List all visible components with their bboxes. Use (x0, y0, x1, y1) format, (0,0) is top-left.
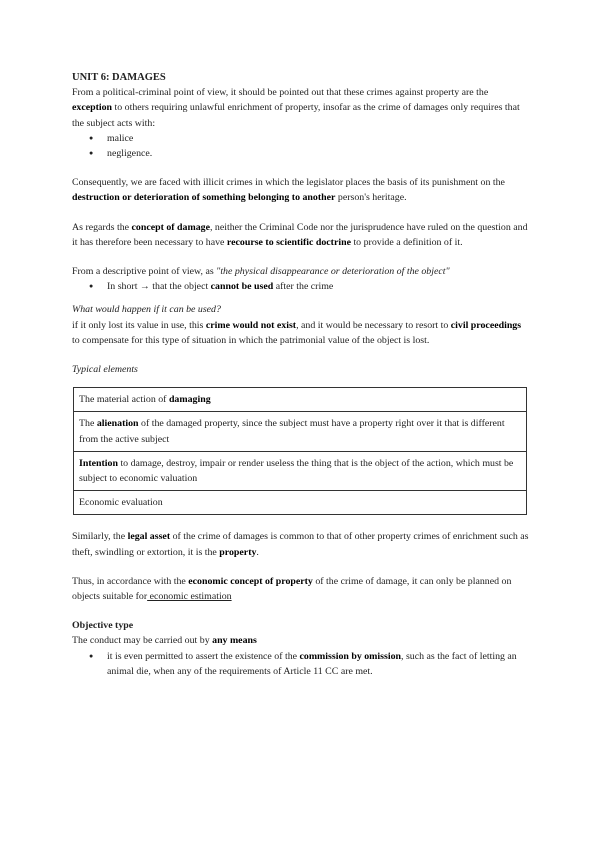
paragraph-value-in-use (72, 318, 530, 348)
table-cell (74, 451, 527, 490)
question-heading: What would happen if it can be used? (72, 304, 221, 316)
text: person's heritage. (335, 192, 407, 204)
bold-commission-by-omission: commission by omission (299, 650, 402, 662)
typical-elements-heading: Typical elements (72, 364, 138, 376)
table-row (74, 388, 527, 412)
text: it is even permitted to assert the existence of the (107, 650, 300, 662)
list-item-negligence: ● negligence. (72, 146, 530, 161)
text: The conduct may be carried out by (72, 635, 213, 647)
paragraph-descriptive (72, 264, 530, 279)
paragraph-economic-concept (72, 574, 530, 604)
table-row (74, 412, 527, 451)
bold-destruction: destruction or deterioration of something belonging to another (72, 192, 336, 204)
bold-crime-not-exist: crime would not exist (205, 319, 297, 331)
text: Thus, in accordance with the (72, 575, 189, 587)
paragraph-consequently (72, 175, 530, 205)
bold-concept: concept of damage (131, 221, 210, 233)
text: The (79, 418, 97, 430)
text: In short → that the object (107, 281, 211, 293)
paragraph-concept-of-damage (72, 220, 530, 250)
short-list (72, 279, 530, 294)
text: of the crime of damages is common to that of other property crimes of enrichment such as theft, swindling or extortion, it is the (72, 531, 529, 558)
document-page (72, 70, 530, 679)
paragraph-legal-asset (72, 529, 530, 559)
bold-alienation: alienation (96, 418, 139, 430)
text: Consequently, we are faced with illicit crimes in which the legislator places the basis of its punishment on the (72, 177, 505, 189)
unit-title: UNIT 6: DAMAGES (72, 72, 166, 83)
text: of the crime of damage, it can only be planned on objects suitable for (72, 575, 512, 603)
text: Similarly, the (72, 531, 128, 543)
italic-quote: "the physical disappearance or deterioration of the object" (216, 266, 450, 278)
bold-civil-proceedings: civil proceedings (450, 319, 522, 331)
bold-economic-concept: economic concept of property (188, 575, 313, 587)
table-row (74, 451, 527, 490)
text: , neither the Criminal Code nor the jurisprudence have ruled on the question and it has therefore been necessary to have (72, 221, 528, 248)
typical-elements-table (73, 387, 527, 515)
text: From a descriptive point of view, as (72, 266, 217, 278)
bold-any-means: any means (212, 635, 257, 647)
text: to others requiring unlawful enrichment of property, insofar as the crime of damages only requires that the subject acts with: (72, 102, 520, 129)
list-item-in-short (72, 279, 530, 294)
bold-legal-asset: legal asset (127, 531, 171, 543)
text: to provide a definition of it. (350, 236, 463, 248)
text: The material action of (79, 394, 169, 406)
objective-type-heading: Objective type (72, 620, 134, 632)
intent-list (72, 131, 530, 161)
text: to compensate for this type of situation in which the patrimonial value of the object is lost. (72, 334, 430, 346)
text: , and it would be necessary to resort to (296, 319, 451, 331)
text: As regards the (72, 221, 132, 233)
list-item-malice: ● malice (72, 131, 530, 146)
bold-recourse: recourse to scientific doctrine (226, 236, 351, 248)
bold-property: property (219, 546, 257, 558)
table-cell (74, 412, 527, 451)
text: Economic evaluation (79, 497, 163, 509)
table-cell (74, 491, 527, 515)
bold-exception: exception (72, 102, 113, 114)
text: after the crime (273, 281, 334, 293)
bold-intention: Intention (79, 457, 118, 469)
list-item-omission (72, 649, 530, 679)
text: . (256, 546, 259, 558)
paragraph-any-means (72, 633, 530, 648)
text: , such as the fact of letting an animal die, when any of the requirements of Article 11 CC are met. (107, 650, 517, 677)
text: to damage, destroy, impair or render useless the thing that is the object of the action, which must be subject to economic valuation (79, 457, 514, 485)
text: if it only lost its value in use, this (72, 319, 206, 331)
omission-list (72, 649, 530, 679)
underlined-economic-estimation: economic estimation (147, 591, 232, 603)
table-row (74, 491, 527, 515)
bold-damaging: damaging (168, 394, 211, 406)
paragraph-exception (72, 85, 530, 131)
text: From a political-criminal point of view, it should be pointed out that these crimes against property are the (72, 87, 489, 99)
text: of the damaged property, since the subject must have a property right over it that is different from the active subject (79, 418, 505, 445)
bold-cannot-be-used: cannot be used (210, 281, 274, 293)
table-cell (74, 388, 527, 412)
